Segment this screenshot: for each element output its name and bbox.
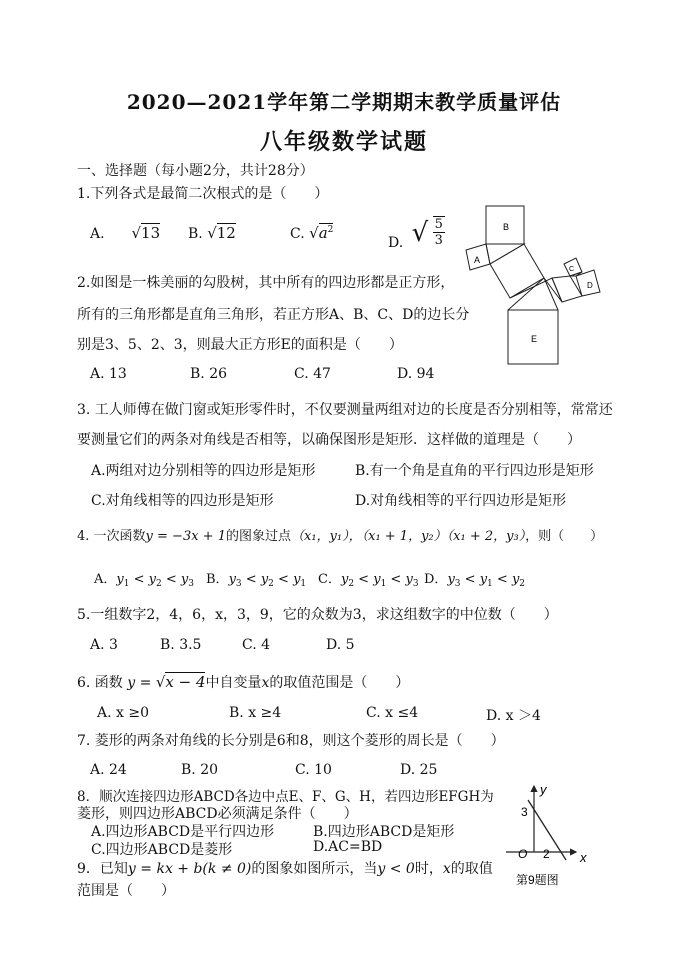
q2-option-a: A. 13 <box>90 366 127 382</box>
exam-subtitle: 八年级数学试题 <box>259 129 428 155</box>
label-a: A <box>474 255 481 265</box>
y-axis-label: y <box>540 782 547 797</box>
q3-option-b: B.有一个角是直角的平行四边形是矩形 <box>355 463 594 479</box>
q7-option-a: A. 24 <box>90 762 127 778</box>
question-8-line1: 8．顺次连接四边形ABCD各边中点E、F、G、H，若四边形EFGH为 <box>77 789 494 805</box>
question-9-line2: 范围是（ ） <box>77 883 175 899</box>
point-2: （x₁ + 1，y₂） <box>361 529 447 544</box>
option-label: C． <box>318 572 341 587</box>
stem-start: 9．已知 <box>77 861 128 877</box>
numerator: 5 <box>434 217 443 232</box>
question-1-stem: 1.下列各式是最简二次根式的是（ ） <box>77 186 329 202</box>
question-3-line1: 3. 工人师傅在做门窗或矩形零件时，不仅要测量两组对边的长度是否分别相等，常常还 <box>77 402 613 418</box>
q6-option-c: C. x ≤4 <box>366 705 419 721</box>
stem-tail: 的取值范围是（ ） <box>269 675 410 691</box>
function-expression: y = kx + b(k ≠ 0) <box>127 861 252 877</box>
stem-start: 4. 一次函数 <box>77 529 146 544</box>
q1-option-b <box>188 224 236 242</box>
q2-option-c: C. 47 <box>294 366 331 382</box>
variable: x <box>442 861 451 877</box>
q6-option-b: B. x ≥4 <box>229 705 282 721</box>
condition: y < 0 <box>377 861 415 877</box>
q4-option-d: D．$y_3 < y_1 < y_2$ <box>424 572 526 589</box>
option-label: D. <box>388 235 404 251</box>
sqrt-expression: √x − 4 <box>155 673 206 691</box>
question-5-stem: 5.一组数字2，4，6，x，3，9，它的众数为3，求这组数字的中位数（ ） <box>77 607 558 623</box>
question-2-line2: 所有的三角形都是直角三角形，若正方形A、B、C、D的边长分 <box>77 307 470 323</box>
radicand: 13 <box>141 224 161 242</box>
stem-mid2: 时， <box>414 861 443 877</box>
stem-mid: 的图象过点 <box>225 529 291 544</box>
label-e: E <box>531 334 538 344</box>
stem-end: 中自变量 <box>205 675 262 691</box>
sqrt-expression: √12 <box>207 224 236 242</box>
q8-option-b: B.四边形ABCD是矩形 <box>313 824 455 840</box>
q6-option-d: D. x ＞4 <box>486 708 541 724</box>
sqrt-fraction: √ $\frac{5}{3}$ <box>411 217 443 248</box>
question-6-stem: 6. 函数 y = √x − 4中自变量x的取值范围是（ ） <box>77 673 410 691</box>
label-b: B <box>503 222 510 232</box>
option-label: A. <box>90 226 105 242</box>
stem-end: 的取值 <box>450 861 493 877</box>
square-left-mid <box>490 244 544 298</box>
sqrt-expression: $√a^2$ <box>309 224 334 242</box>
point-3: （x₁ + 2，y₃） <box>446 529 526 544</box>
q4-option-b: B．$y_3 < y_2 < y_1$ <box>206 572 307 589</box>
question-2-line3: 别是3、5、2、3，则最大正方形E的面积是（ ） <box>77 337 403 353</box>
question-3-line2: 要测量它们的两条对角线是否相等，以确保图形是矩形．这样做的道理是（ ） <box>77 432 581 448</box>
triangle-main <box>510 278 562 302</box>
label-d: D <box>587 281 593 290</box>
function-expression: y = −3x + 1 <box>145 529 226 544</box>
variable: x <box>261 675 270 691</box>
origin-label: O <box>518 847 528 861</box>
q5-option-c: C. 4 <box>242 637 271 653</box>
option-label: C. <box>290 226 305 242</box>
q4-option-c: C．$y_2 < y_1 < y_3$ <box>318 572 419 589</box>
stem-end: ，则（ ） <box>525 529 604 544</box>
pythagoras-tree-figure <box>460 198 610 368</box>
exam-title: 2020—2021学年第二学期期末教学质量评估 <box>126 90 562 114</box>
question-9-line1 <box>77 858 493 878</box>
linear-function-graph <box>498 778 598 890</box>
question-4-stem <box>77 525 603 544</box>
option-label: A． <box>94 572 117 587</box>
q8-option-a: A.四边形ABCD是平行四边形 <box>91 824 275 840</box>
q3-option-a: A.两组对边分别相等的四边形是矩形 <box>91 463 316 479</box>
q4-option-a: A．$y_1 < y_2 < y_3$ <box>94 572 194 589</box>
x-axis-label: x <box>580 850 587 865</box>
q8-option-c: C.四边形ABCD是菱形 <box>91 842 233 858</box>
q7-option-c: C. 10 <box>295 762 332 778</box>
q2-option-b: B. 26 <box>190 366 228 382</box>
q3-option-d: D.对角线相等的平行四边形是矩形 <box>355 493 567 509</box>
q5-option-a: A. 3 <box>90 637 118 653</box>
question-8-line2: 菱形，则四边形ABCD必须满足条件（ ） <box>77 806 358 822</box>
question-7-stem: 7. 菱形的两条对角线的长分别是6和8，则这个菱形的周长是（ ） <box>77 733 505 749</box>
radicand: 12 <box>216 224 236 242</box>
q1-option-c <box>290 224 333 242</box>
q1-option-d <box>388 214 445 251</box>
x-intercept-label: 2 <box>543 847 550 861</box>
q5-option-d: D. 5 <box>326 637 355 653</box>
q1-option-a <box>90 224 160 242</box>
point-1: （x₁，y₁）， <box>291 529 362 544</box>
q5-option-b: B. 3.5 <box>160 637 202 653</box>
exponent: 2 <box>327 225 334 235</box>
question-2-line1: 2.如图是一株美丽的勾股树，其中所有的四边形都是正方形， <box>77 275 455 291</box>
figure-caption: 第9题图 <box>516 873 559 887</box>
q8-option-d: D.AC=BD <box>313 839 383 855</box>
option-label: B. <box>188 226 203 242</box>
radicand: a <box>318 224 328 242</box>
q7-option-b: B. 20 <box>181 762 219 778</box>
denominator: 3 <box>434 233 443 248</box>
q2-option-d: D. 94 <box>397 366 435 382</box>
stem-mid: 的图象如图所示，当 <box>251 861 378 877</box>
sqrt-expression: √13 <box>131 224 161 242</box>
option-label: B． <box>206 572 229 587</box>
q7-option-d: D. 25 <box>400 762 438 778</box>
q6-option-a: A. x ≥0 <box>97 705 149 721</box>
stem-start: 6. 函数 <box>77 675 123 691</box>
y-intercept-label: 3 <box>521 805 528 819</box>
label-c: C <box>569 266 575 273</box>
option-label: D． <box>424 572 448 587</box>
radicand: x − 4 <box>165 673 206 691</box>
section-heading: 一、选择题（每小题2分，共计28分） <box>77 163 314 179</box>
q3-option-c: C.对角线相等的四边形是矩形 <box>91 493 274 509</box>
